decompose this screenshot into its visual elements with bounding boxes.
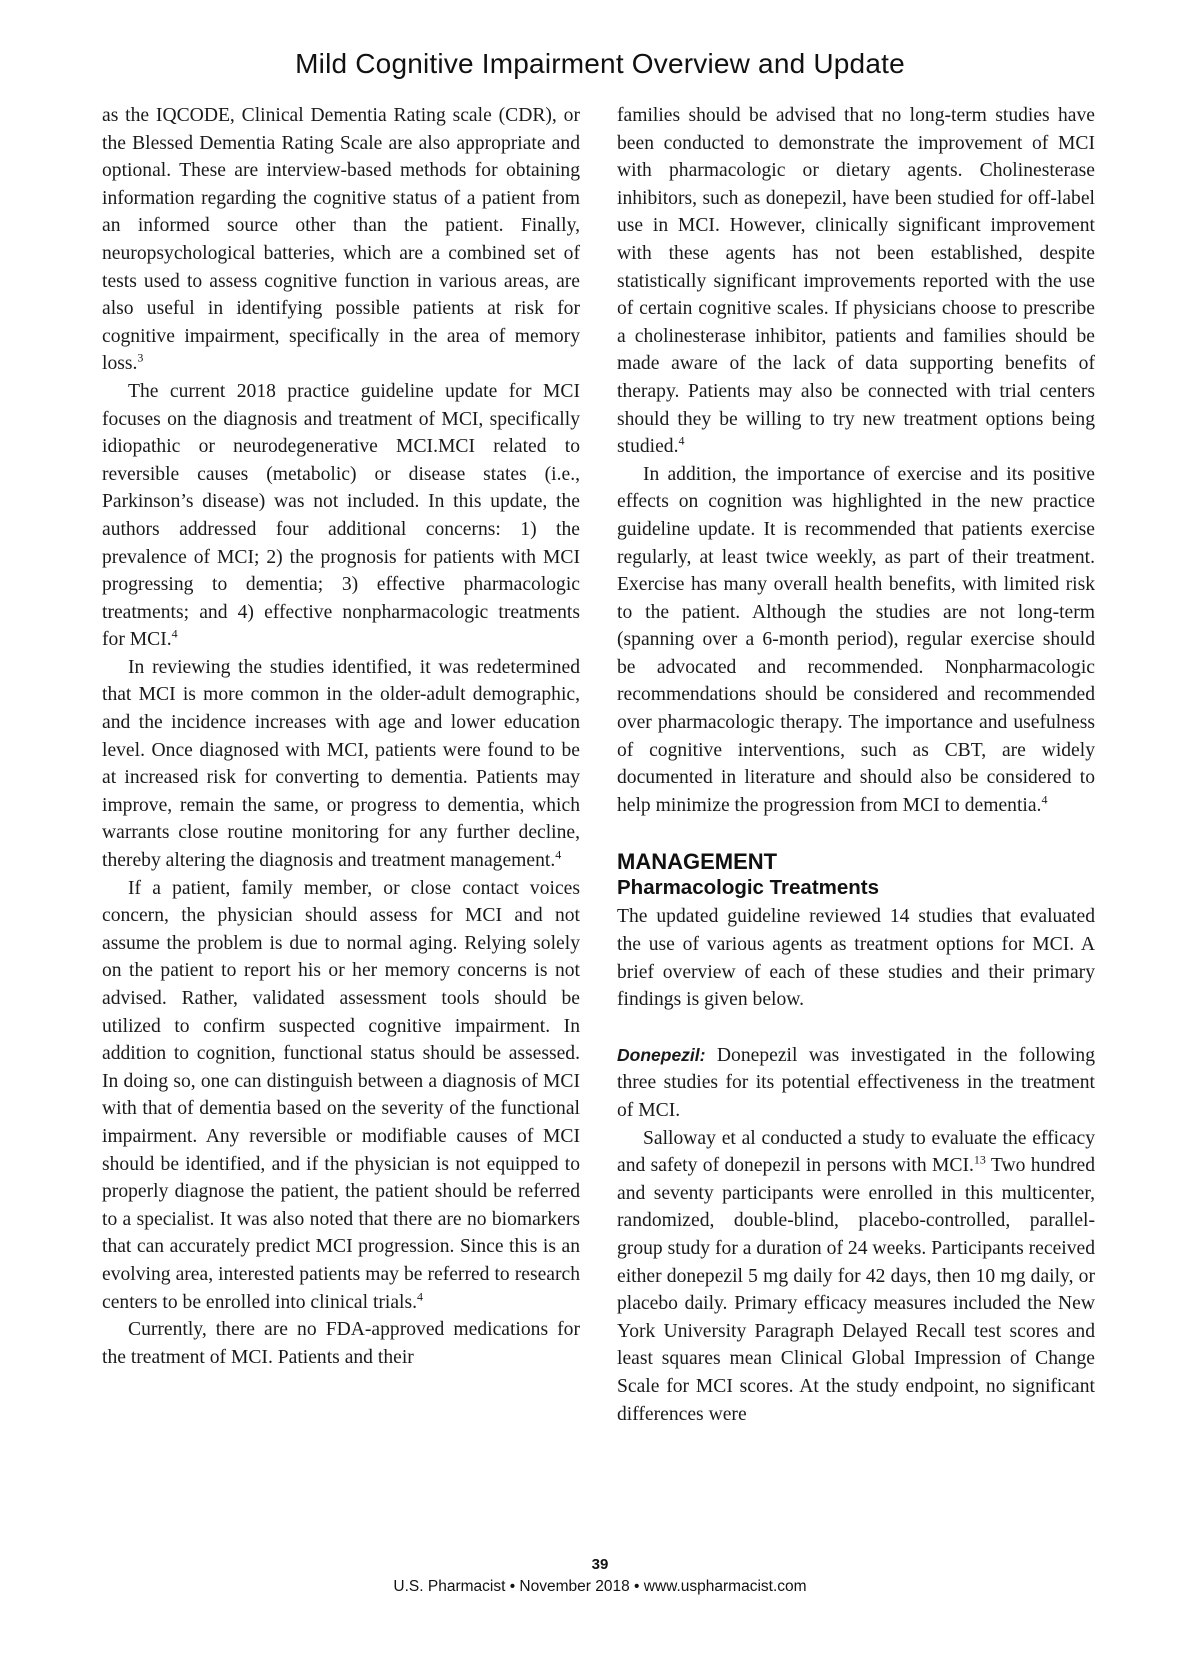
publication-line: U.S. Pharmacist • November 2018 • www.uspharmacist.com bbox=[393, 1578, 807, 1595]
paragraph-text: Two hundred and seventy participants were enrolled in this multicenter, randomized, double-blind, placebo-controlled, parallel-group study for a duration of 24 weeks. Participants received either donepezil 5 mg daily for 42 days, then 10 mg daily, or placebo daily. Primary efficacy measures included the New York University Paragraph Delayed Recall test scores and least squares mean Clinical Global Impression of Change Scale for MCI scores. At the study endpoint, no significant differences were bbox=[617, 1155, 1095, 1425]
reference-superscript: 4 bbox=[171, 626, 178, 641]
paragraph bbox=[102, 378, 580, 654]
paragraph-text: Currently, there are no FDA-approved medications for the treatment of MCI. Patients and their bbox=[102, 1319, 580, 1368]
paragraph bbox=[617, 1042, 1095, 1125]
paragraph bbox=[102, 654, 580, 875]
page-number: 39 bbox=[591, 1556, 609, 1573]
paragraph-text: The updated guideline reviewed 14 studies that evaluated the use of various agents as treatment options for MCI. A brief overview of each of these studies and their primary findings is given below. bbox=[617, 906, 1095, 1011]
subsection-heading-pharmacologic-treatments: Pharmacologic Treatments bbox=[617, 876, 880, 900]
page-header-title: Mild Cognitive Impairment Overview and Update bbox=[295, 48, 905, 79]
paragraph bbox=[102, 1316, 580, 1371]
left-column bbox=[102, 102, 580, 1371]
paragraph-text: In addition, the importance of exercise and its positive effects on cognition was highlighted in the new practice guideline update. It is recommended that patients exercise regularly, at least twice weekly, as part of their treatment. Exercise has many overall health benefits, with limited risk to the patient. Although the studies are not long-term (spanning over a 6-month period), regular exercise should be advocated and recommended. Nonpharmacologic recommendations should be considered and recommended over pharmacologic therapy. The importance and usefulness of cognitive interventions, such as CBT, are widely documented in literature and should also be considered to help minimize the progression from MCI to dementia. bbox=[617, 463, 1095, 816]
reference-superscript: 13 bbox=[973, 1152, 986, 1167]
paragraph bbox=[617, 903, 1095, 1013]
reference-superscript: 4 bbox=[1041, 792, 1048, 807]
paragraph-text: The current 2018 practice guideline update for MCI focuses on the diagnosis and treatment of MCI, specifically idiopathic or neurodegenerative MCI.MCI related to reversible causes (metabolic) or disease states (i.e., Parkinson’s disease) was not included. In this update, the authors addressed four additional concerns: 1) the prevalence of MCI; 2) the prognosis for patients with MCI progressing to dementia; 3) effective pharmacologic treatments; and 4) effective nonpharmacologic treatments for MCI. bbox=[102, 380, 580, 651]
paragraph bbox=[102, 102, 580, 378]
reference-superscript: 3 bbox=[137, 350, 144, 365]
paragraph bbox=[102, 875, 580, 1317]
reference-superscript: 4 bbox=[678, 433, 685, 448]
reference-superscript: 4 bbox=[555, 847, 562, 862]
paragraph-text: families should be advised that no long-term studies have been conducted to demonstrate the improvement of MCI with pharmacologic or dietary agents. Cholinesterase inhibitors, such as donepezil, have been studied for off-label use in MCI. However, clinically significant improvement with these agents has not been established, despite statistically significant improvements reported with the use of certain cognitive scales. If physicians choose to prescribe a cholinesterase inhibitor, patients and families should be made aware of the lack of data supporting benefits of therapy. Patients may also be connected with trial centers should they be willing to try new treatment options being studied. bbox=[617, 105, 1095, 458]
paragraph bbox=[617, 102, 1095, 461]
paragraph bbox=[617, 1125, 1095, 1429]
paragraph-text: Salloway et al conducted a study to evaluate the efficacy and safety of donepezil in persons with MCI. bbox=[617, 1127, 1095, 1177]
page-footer bbox=[0, 1555, 1200, 1598]
paragraph-text: Donepezil was investigated in the following three studies for its potential effectiveness in the treatment of MCI. bbox=[617, 1044, 1095, 1121]
right-column bbox=[617, 102, 1095, 1428]
paragraph-text: as the IQCODE, Clinical Dementia Rating scale (CDR), or the Blessed Dementia Rating Scale are also appropriate and optional. These are interview-based methods for obtaining information regarding the cognitive status of a patient from an informed source other than the patient. Finally, neuropsychological batteries, which are a combined set of tests used to assess cognitive function in various areas, are also useful in identifying possible patients at risk for cognitive impairment, specifically in the area of memory loss. bbox=[102, 105, 580, 375]
paragraph-text: If a patient, family member, or close contact voices concern, the physician should assess for MCI and not assume the problem is due to normal aging. Relying solely on the patient to report his or her memory concerns is not advised. Rather, validated assessment tools should be utilized to confirm suspected cognitive impairment. In addition to cognition, functional status should be assessed. In doing so, one can distinguish between a diagnosis of MCI with that of dementia based on the severity of the functional impairment. Any reversible or modifiable causes of MCI should be identified, and if the physician is not equipped to properly diagnose the patient, the patient should be referred to a specialist. It was also noted that there are no biomarkers that can accurately predict MCI progression. Since this is an evolving area, interested patients may be referred to research centers to be enrolled into clinical trials. bbox=[102, 877, 580, 1313]
paragraph bbox=[617, 461, 1095, 820]
reference-superscript: 4 bbox=[417, 1289, 424, 1303]
paragraph-text: In reviewing the studies identified, it was redetermined that MCI is more common in the older-adult demographic, and the incidence increases with age and lower education level. Once diagnosed with MCI, patients were found to be at increased risk for converting to dementia. Patients may improve, remain the same, or progress to dementia, which warrants close routine monitoring for any further decline, thereby altering the diagnosis and treatment management. bbox=[102, 656, 580, 872]
run-in-heading-donepezil: Donepezil: bbox=[617, 1044, 706, 1065]
section-heading-management: MANAGEMENT bbox=[617, 849, 778, 875]
